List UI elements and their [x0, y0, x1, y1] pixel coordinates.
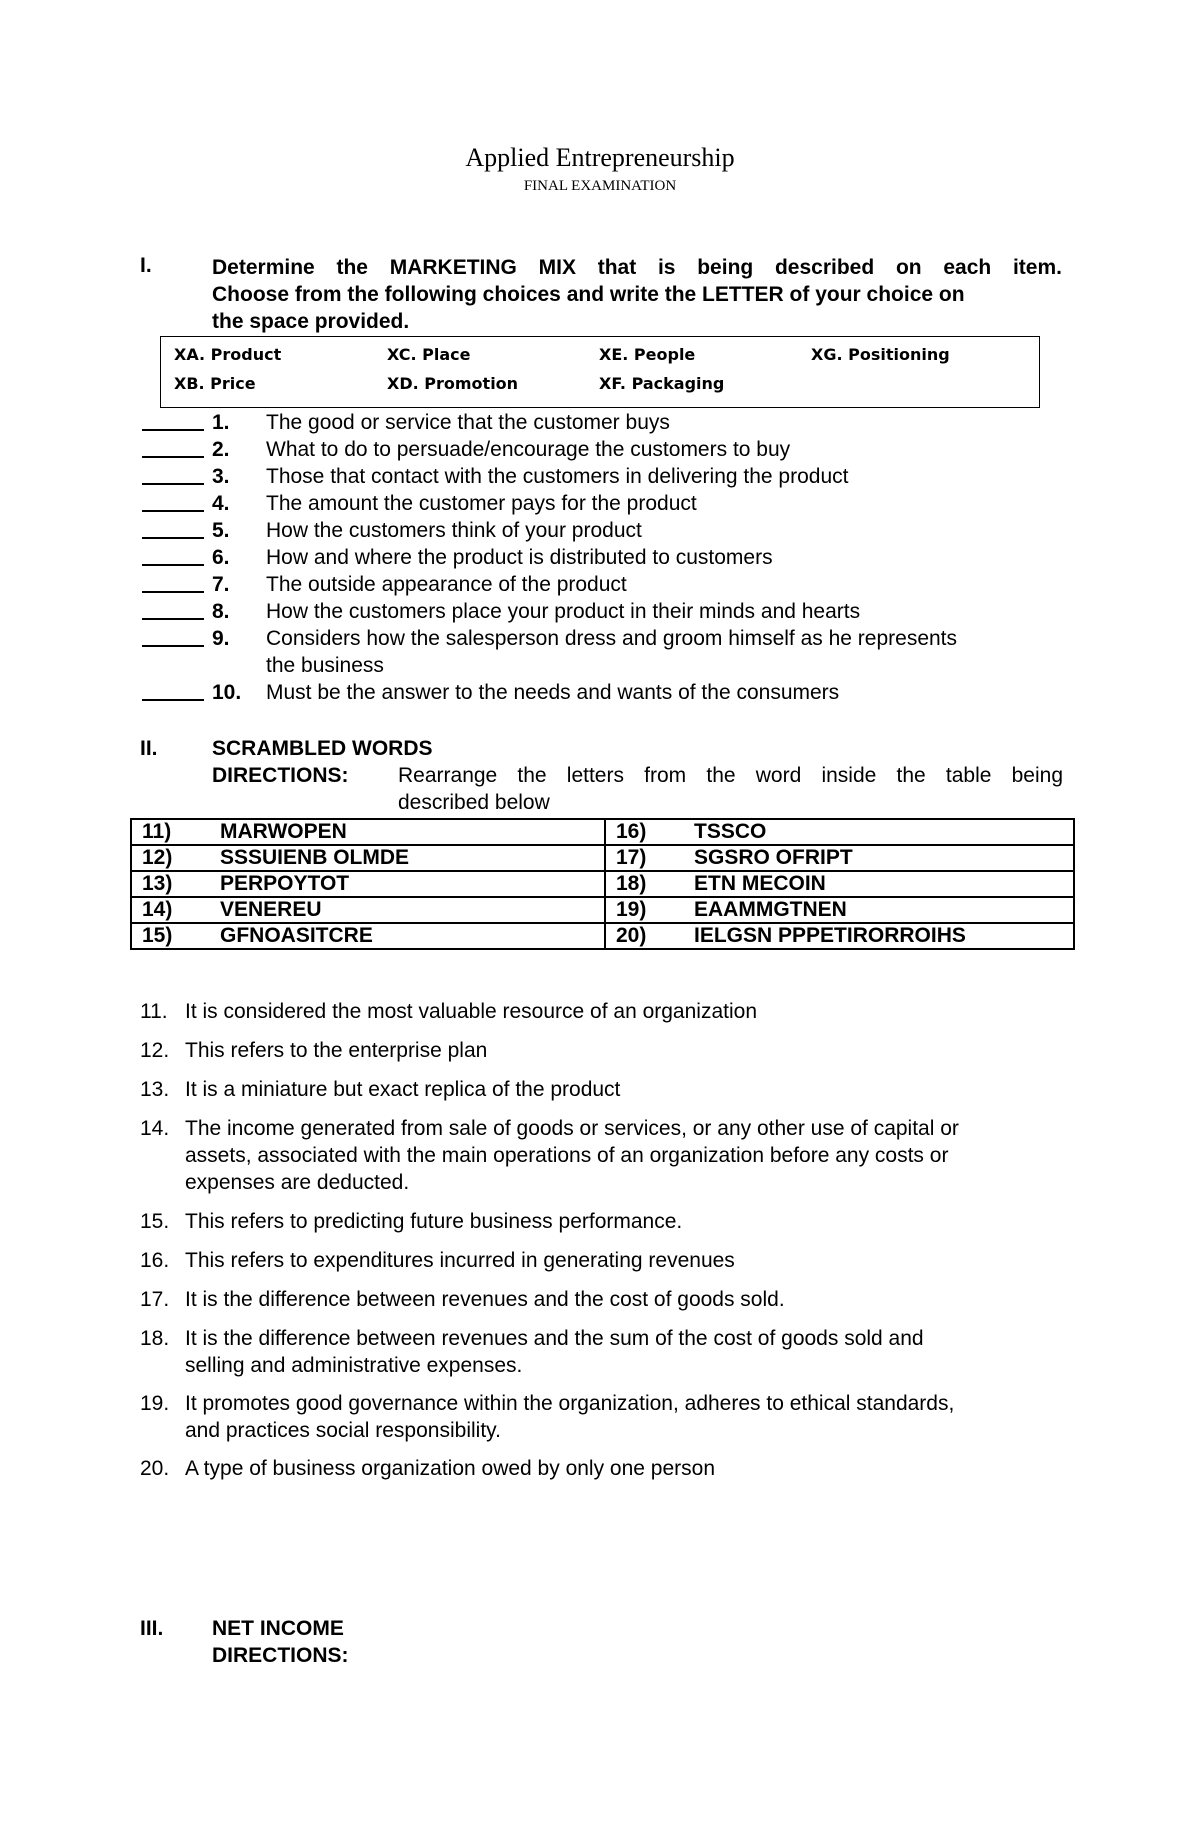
list-item: 9. Considers how the salesperson dress and groom himself as he represents [142, 625, 204, 652]
table-row: 15) GFNOASITCRE 20) IELGSN PPPETIRORROIHS [131, 923, 1074, 949]
choice-packaging: XF. Packaging [599, 374, 725, 393]
part1-instruction-line3: the space provided. [212, 310, 410, 333]
table-row: 11) MARWOPEN 16) TSSCO [131, 819, 1074, 845]
choices-box [160, 336, 1040, 408]
answer-blank[interactable] [142, 436, 204, 458]
answer-blank[interactable] [142, 517, 204, 539]
choice-product: XA. Product [174, 345, 282, 364]
answer-blank[interactable] [142, 463, 204, 485]
answer-blank[interactable] [142, 679, 204, 701]
page-title: Applied Entrepreneurship [465, 143, 735, 172]
table-row: 13) PERPOYTOT 18) ETN MECOIN [131, 871, 1074, 897]
part2-directions-line1: Rearrange the letters from the word inside the table being [398, 764, 1063, 787]
page-subtitle: FINAL EXAMINATION [523, 178, 677, 194]
choice-people: XE. People [599, 345, 696, 364]
list-item: 6. How and where the product is distributed to customers [142, 544, 204, 571]
answer-blank[interactable] [142, 598, 204, 620]
part1-instruction-line2: Choose from the following choices and write the LETTER of your choice on [212, 283, 965, 306]
choice-price: XB. Price [174, 374, 256, 393]
part2-directions-line2: described below [398, 791, 550, 814]
part3-heading: NET INCOME [212, 1617, 344, 1640]
part2-numeral: II. [140, 737, 158, 760]
list-item: 5. How the customers think of your product [142, 517, 204, 544]
part2-directions-label: DIRECTIONS: [212, 764, 349, 787]
part1-instruction-line1: Determine the MARKETING MIX that is being described on each item. [212, 256, 1062, 279]
answer-blank[interactable] [142, 409, 204, 431]
scrambled-words-table [130, 818, 1075, 950]
list-item: 2. What to do to persuade/encourage the customers to buy [142, 436, 204, 463]
list-item: 8. How the customers place your product in their minds and hearts [142, 598, 204, 625]
part2-heading: SCRAMBLED WORDS [212, 737, 433, 760]
answer-blank[interactable] [142, 544, 204, 566]
list-item: 1. The good or service that the customer buys [142, 409, 204, 436]
list-item: 3. Those that contact with the customers in delivering the product [142, 463, 204, 490]
choice-place: XC. Place [387, 345, 471, 364]
part1-numeral: I. [140, 254, 152, 277]
choice-promotion: XD. Promotion [387, 374, 519, 393]
list-item: 4. The amount the customer pays for the product [142, 490, 204, 517]
table-row: 14) VENEREU 19) EAAMMGTNEN [131, 897, 1074, 923]
list-item: 10. Must be the answer to the needs and wants of the consumers [142, 679, 204, 706]
answer-blank[interactable] [142, 490, 204, 512]
part3-directions-label: DIRECTIONS: [212, 1644, 349, 1667]
answer-blank[interactable] [142, 625, 204, 647]
table-row: 12) SSSUIENB OLMDE 17) SGSRO OFRIPT [131, 845, 1074, 871]
part3-numeral: III. [140, 1617, 164, 1640]
answer-blank[interactable] [142, 571, 204, 593]
list-item: 7. The outside appearance of the product [142, 571, 204, 598]
choice-positioning: XG. Positioning [811, 345, 950, 364]
